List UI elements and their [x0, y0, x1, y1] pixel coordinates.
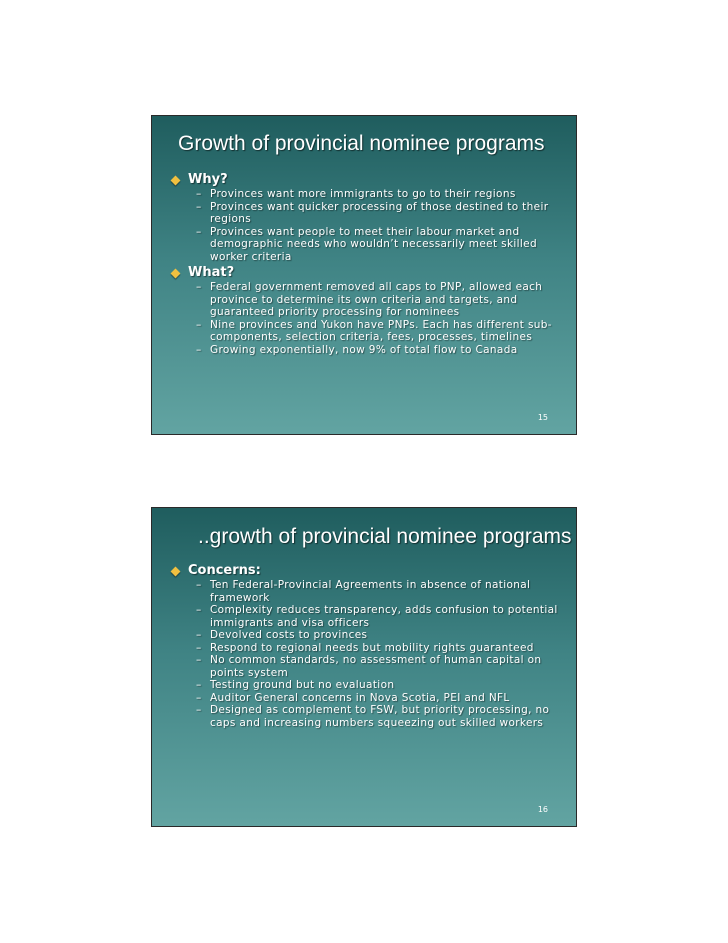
- bullet-heading: [170, 172, 562, 188]
- diamond-bullet-icon: [171, 175, 181, 185]
- sub-bullet-text: Ten Federal-Provincial Agreements in absence of national framework: [210, 579, 531, 604]
- page-number: 15: [537, 413, 548, 422]
- slide-2: [151, 507, 577, 827]
- sub-bullet: – Designed as complement to FSW, but priority processing, no caps and increasing numbers squeezing out skilled workers: [196, 704, 550, 729]
- diamond-bullet-icon: [171, 566, 181, 576]
- bullet-heading: [170, 563, 562, 579]
- sub-bullet-text: Testing ground but no evaluation: [210, 679, 395, 691]
- sub-bullet-text: Auditor General concerns in Nova Scotia, PEI and NFL: [210, 691, 510, 704]
- sub-bullet-text: Devolved costs to provinces: [210, 629, 368, 641]
- sub-bullet: – Devolved costs to provinces: [196, 629, 368, 641]
- sub-bullet-list: [170, 281, 562, 356]
- sub-bullet-text: No common standards, no assessment of human capital on points system: [210, 654, 542, 679]
- sub-bullet-text: Provinces want people to meet their labour market and demographic needs who wouldn’t necessarily meet skilled worker criteria: [210, 225, 537, 263]
- sub-bullet-text: Provinces want more immigrants to go to their regions: [210, 188, 516, 200]
- slide-title: Growth of provincial nominee programs: [178, 132, 545, 155]
- slide-content: [170, 172, 562, 358]
- diamond-bullet-icon: [171, 268, 181, 278]
- bullet-heading-text: Concerns:: [188, 563, 261, 578]
- sub-bullet: – No common standards, no assessment of human capital on points system: [196, 654, 542, 679]
- sub-bullet: – Respond to regional needs but mobility rights guaranteed: [196, 641, 534, 654]
- sub-bullet-text: Respond to regional needs but mobility rights guaranteed: [210, 641, 534, 654]
- bullet-heading-text: Why?: [188, 172, 228, 187]
- slide-1: [151, 115, 577, 435]
- sub-bullet: – Federal government removed all caps to PNP, allowed each province to determine its own criteria and targets, and guaranteed priority processing for nominees: [196, 281, 543, 318]
- sub-bullet-text: Growing exponentially, now 9% of total flow to Canada: [210, 343, 518, 356]
- sub-bullet: – Provinces want people to meet their labour market and demographic needs who wouldn’t necessarily meet skilled worker criteria: [196, 225, 537, 263]
- bullet-heading-text: What?: [188, 265, 235, 280]
- sub-bullet: – Auditor General concerns in Nova Scotia, PEI and NFL: [196, 691, 510, 704]
- slide-content: [170, 563, 562, 731]
- sub-bullet-text: Nine provinces and Yukon have PNPs. Each has different sub-components, selection criteria, fees, processes, timelines: [210, 318, 552, 343]
- sub-bullet-text: Provinces want quicker processing of those destined to their regions: [210, 200, 549, 225]
- sub-bullet: – Provinces want more immigrants to go to their regions: [196, 188, 516, 200]
- sub-bullet-text: Federal government removed all caps to PNP, allowed each province to determine its own criteria and targets, and guaranteed priority processing for nominees: [210, 281, 543, 318]
- sub-bullet: – Provinces want quicker processing of those destined to their regions: [196, 200, 549, 225]
- sub-bullet-text: Designed as complement to FSW, but priority processing, no caps and increasing numbers squeezing out skilled workers: [210, 704, 550, 729]
- slide-title: ..growth of provincial nominee programs: [198, 525, 572, 548]
- bullet-heading: [170, 265, 562, 281]
- sub-bullet-list: [170, 188, 562, 263]
- sub-bullet: – Ten Federal-Provincial Agreements in absence of national framework: [196, 579, 531, 604]
- sub-bullet: – Complexity reduces transparency, adds confusion to potential immigrants and visa officers: [196, 604, 558, 629]
- sub-bullet-list: [170, 579, 562, 729]
- sub-bullet: – Nine provinces and Yukon have PNPs. Each has different sub-components, selection criteria, fees, processes, timelines: [196, 318, 552, 343]
- sub-bullet-text: Complexity reduces transparency, adds confusion to potential immigrants and visa officers: [210, 604, 558, 629]
- sub-bullet: – Growing exponentially, now 9% of total flow to Canada: [196, 343, 518, 356]
- page-number: 16: [537, 805, 548, 814]
- sub-bullet: – Testing ground but no evaluation: [196, 679, 395, 691]
